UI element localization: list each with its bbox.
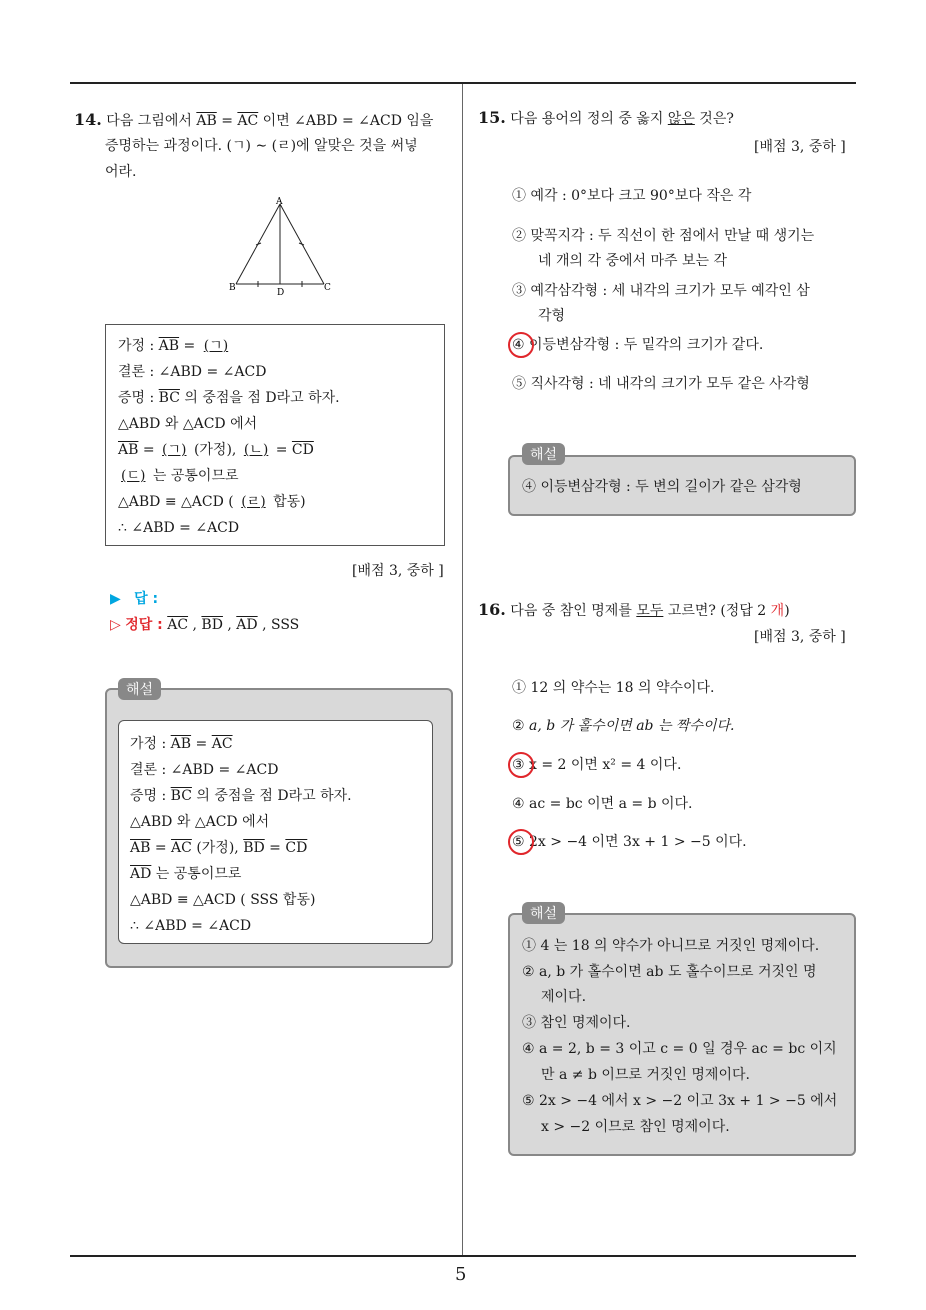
q16-sol-line-5-cont: x > −2 이므로 참인 명제이다. [541, 1119, 730, 1135]
segment-bc: $\overline{BC}$ [170, 788, 192, 804]
answer-circle-icon [512, 755, 525, 775]
text: 다음 중 참인 명제를 [510, 603, 637, 619]
count-unit: 개 [770, 603, 785, 619]
answer-bd: $\overline{BD}$ [201, 617, 223, 633]
emphasis-not: 않은 [667, 111, 695, 127]
text: = [150, 840, 172, 856]
q16-option-2 [512, 716, 734, 736]
segment-ac: $\overline{AC}$ [237, 113, 259, 129]
text: 가정 : [118, 338, 159, 354]
q15-stem [478, 108, 734, 129]
q16-option-5 [512, 832, 747, 852]
q15-solution-text: ④ 이등변삼각형 : 두 변의 길이가 같은 삼각형 [522, 479, 802, 495]
text: = [179, 338, 200, 354]
text: (가정), [191, 840, 244, 856]
segment-cd: $\overline{CD}$ [291, 442, 314, 458]
vertex-b-label: B [229, 283, 236, 293]
q16-option-1 [512, 678, 715, 698]
text: 다음 용어의 정의 중 옳지 [510, 111, 668, 127]
blank-1: (ㄱ) [162, 442, 187, 458]
q14-stem-eq: = [216, 113, 238, 129]
option-number: ① [512, 188, 526, 204]
q14-sol-line-6 [130, 864, 241, 884]
segment-ab: $\overline{AB}$ [170, 736, 192, 752]
option-text: a, b 가 홀수이면 ab 는 짝수이다. [529, 718, 735, 734]
q16-solution-tag: 해설 [522, 902, 565, 924]
text: = [264, 840, 286, 856]
answer-circle-icon [512, 832, 525, 852]
point-d-label: D [277, 288, 285, 298]
blank-3: (ㄷ) [121, 468, 146, 484]
text: 것은? [694, 111, 734, 127]
q15-option-4 [512, 335, 763, 355]
option-number: ① [512, 680, 526, 696]
q14-number: 14. [74, 110, 102, 129]
text: = [271, 442, 292, 458]
q14-box-line-5 [118, 440, 314, 460]
option-number: ② [512, 718, 525, 734]
top-rule [70, 82, 856, 84]
text: 의 중점을 점 D라고 하자. [191, 788, 352, 804]
q14-box-line-8: ∴ ∠ABD = ∠ACD [118, 520, 240, 536]
segment-ac: $\overline{AC}$ [171, 840, 192, 856]
q16-sol-line-4: ④ a = 2, b = 3 이고 c = 0 일 경우 ac = bc 이지 [522, 1041, 837, 1057]
q15-points: [배점 3, 중하 ] [754, 139, 846, 155]
segment-ab: $\overline{AB}$ [158, 338, 180, 354]
q14-box-line-7 [118, 492, 306, 512]
option-text: 이등변삼각형 : 두 밑각의 크기가 같다. [529, 337, 764, 353]
text: , [188, 617, 202, 633]
option-text: 직사각형 : 네 내각의 크기가 모두 같은 사각형 [530, 376, 810, 392]
correct-arrow-icon: ▷ [110, 617, 121, 633]
segment-ab: $\overline{AB}$ [130, 840, 151, 856]
q16-sol-line-4-cont: 만 a ≠ b 이므로 거짓인 명제이다. [541, 1067, 750, 1083]
q15-number: 15. [478, 108, 506, 127]
option-number: ④ [512, 796, 525, 812]
vertex-a-label: A [276, 197, 283, 207]
bottom-rule [70, 1255, 856, 1257]
blank-4: (ㄹ) [241, 494, 266, 510]
option-number: ⑤ [512, 834, 525, 850]
option-text: ac = bc 이면 a = b 이다. [529, 796, 693, 812]
q16-points: [배점 3, 중하 ] [754, 629, 846, 645]
text: 는 공통이므로 [151, 866, 242, 882]
segment-ad: $\overline{AD}$ [130, 866, 152, 882]
q14-points: [배점 3, 중하 ] [352, 563, 444, 579]
vertex-c-label: C [324, 283, 331, 293]
option-number: ② [512, 228, 526, 244]
text: (가정), [189, 442, 241, 458]
q14-sol-line-2: 결론 : ∠ABD = ∠ACD [130, 762, 279, 778]
q14-box-line-2: 결론 : ∠ABD = ∠ACD [118, 364, 267, 380]
q15-option-2 [512, 226, 814, 246]
option-text: x = 2 이면 x² = 4 이다. [529, 757, 682, 773]
answer-ad: $\overline{AD}$ [236, 617, 258, 633]
q14-sol-line-3 [130, 786, 352, 806]
q14-sol-line-8: ∴ ∠ABD = ∠ACD [130, 918, 252, 934]
q16-stem [478, 600, 790, 621]
option-number: ⑤ [512, 376, 526, 392]
text: 가정 : [130, 736, 171, 752]
option-number: ④ [512, 337, 525, 353]
q14-stem-line-3: 어라. [105, 164, 137, 180]
q14-proof-box [105, 324, 445, 546]
q14-stem-line-1 [74, 110, 433, 131]
q14-box-line-3 [118, 388, 340, 408]
blank-1: (ㄱ) [203, 338, 229, 354]
option-text: 맞꼭지각 : 두 직선이 한 점에서 만날 때 생기는 [530, 228, 815, 244]
q16-sol-line-3: ③ 참인 명제이다. [522, 1015, 631, 1031]
page-number: 5 [455, 1264, 467, 1285]
q14-correct-row [110, 615, 299, 635]
option-text: 예각 : 0°보다 크고 90°보다 작은 각 [530, 188, 752, 204]
q14-box-line-1 [118, 336, 232, 356]
segment-bd: $\overline{BD}$ [243, 840, 265, 856]
q14-sol-line-5 [130, 838, 307, 858]
text: 합동) [268, 494, 306, 510]
answer-ac: $\overline{AC}$ [167, 617, 189, 633]
answer-label: 답 : [134, 591, 159, 607]
q14-stem-line-2: 증명하는 과정이다. (ㄱ) ∼ (ㄹ)에 알맞은 것을 써넣 [105, 138, 418, 154]
blank-2: (ㄴ) [243, 442, 269, 458]
q15-option-3 [512, 281, 810, 301]
q15-option-5 [512, 374, 810, 394]
text: ) [784, 603, 790, 619]
text: = [191, 736, 212, 752]
q14-box-line-6 [118, 466, 239, 486]
column-divider [462, 84, 463, 1256]
q14-stem-text-end: 이면 ∠ABD = ∠ACD 임을 [258, 113, 434, 129]
q14-stem-text: 다음 그림에서 [106, 113, 197, 129]
correct-label: 정답 : [125, 617, 163, 633]
q14-sol-line-1 [130, 734, 233, 754]
q16-sol-line-2: ② a, b 가 홀수이면 ab 도 홀수이므로 거짓인 명 [522, 964, 817, 980]
segment-cd: $\overline{CD}$ [285, 840, 308, 856]
emphasis-all: 모두 [636, 603, 664, 619]
option-text: 12 의 약수는 18 의 약수이다. [530, 680, 715, 696]
segment-bc: $\overline{BC}$ [158, 390, 180, 406]
segment-ab: $\overline{AB}$ [196, 113, 217, 129]
answer-arrow-icon: ▶ [110, 591, 121, 607]
text: , [222, 617, 237, 633]
segment-ab: $\overline{AB}$ [118, 442, 139, 458]
isosceles-triangle-figure [226, 192, 336, 298]
q14-sol-line-4: △ABD 와 △ACD 에서 [130, 814, 270, 830]
q14-sol-line-7: △ABD ≡ △ACD ( SSS 합동) [130, 892, 316, 908]
text: 고르면? (정답 2 [663, 603, 771, 619]
q16-sol-line-2-cont: 제이다. [541, 989, 587, 1005]
answer-circle-icon [512, 335, 525, 355]
segment-ac: $\overline{AC}$ [211, 736, 233, 752]
q15-solution-tag: 해설 [522, 443, 565, 465]
text: 증명 : [118, 390, 159, 406]
option-number: ③ [512, 757, 525, 773]
q14-answer-row [110, 589, 158, 609]
q16-sol-line-1: ① 4 는 18 의 약수가 아니므로 거짓인 명제이다. [522, 938, 820, 954]
q16-number: 16. [478, 600, 506, 619]
q15-option-3-cont: 각형 [538, 308, 566, 324]
text: 는 공통이므로 [148, 468, 239, 484]
q14-box-line-4: △ABD 와 △ACD 에서 [118, 416, 258, 432]
q15-option-1 [512, 186, 751, 206]
q16-option-4 [512, 794, 692, 814]
text: = [138, 442, 160, 458]
text: 증명 : [130, 788, 171, 804]
q14-solution-tag: 해설 [118, 678, 161, 700]
q15-option-2-cont: 네 개의 각 중에서 마주 보는 각 [538, 253, 727, 269]
text: △ABD ≡ △ACD ( [118, 494, 239, 510]
option-text: 2x > −4 이면 3x + 1 > −5 이다. [529, 834, 747, 850]
option-text: 예각삼각형 : 세 내각의 크기가 모두 예각인 삼 [530, 283, 810, 299]
q16-sol-line-5: ⑤ 2x > −4 에서 x > −2 이고 3x + 1 > −5 에서 [522, 1093, 838, 1109]
option-number: ③ [512, 283, 526, 299]
answer-sss: , SSS [257, 617, 300, 633]
q16-option-3 [512, 755, 681, 775]
text: 의 중점을 점 D라고 하자. [179, 390, 340, 406]
